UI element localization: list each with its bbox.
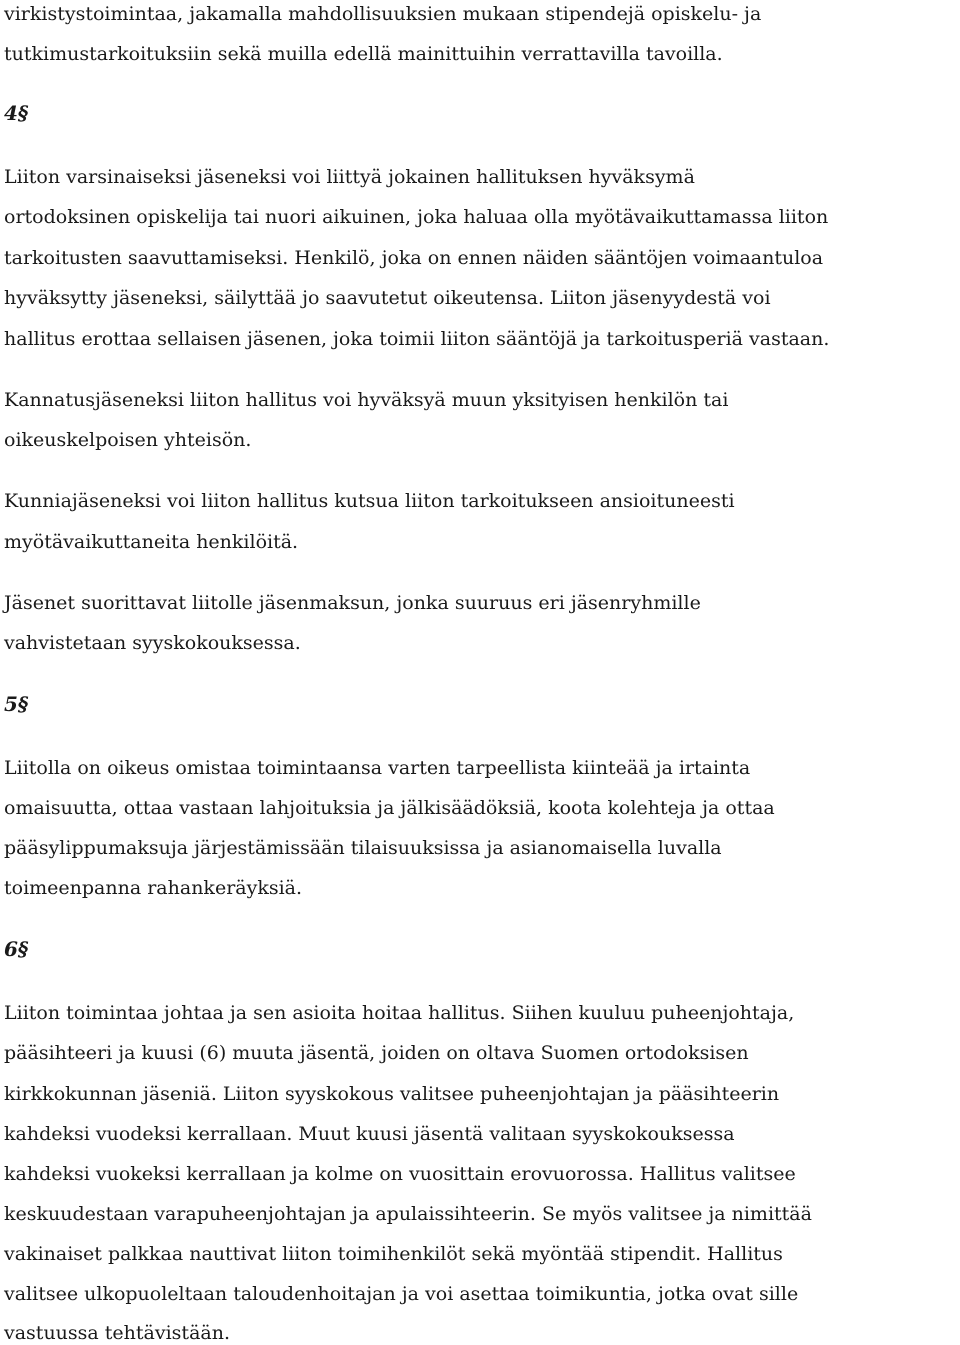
section5-paragraph-line: pääsylippumaksuja järjestämissään tilaisuuksissa ja asianomaisella luvalla [4, 837, 722, 859]
section4-paragraph1-line: tarkoitusten saavuttamiseksi. Henkilö, joka on ennen näiden sääntöjen voimaantuloa [4, 247, 824, 269]
section6-paragraph-line: vastuussa tehtävistään. [4, 1322, 230, 1344]
section6-paragraph-line: keskuudestaan varapuheenjohtajan ja apulaissihteerin. Se myös valitsee ja nimittää [4, 1203, 812, 1225]
section4-paragraph4-line: vahvistetaan syyskokouksessa. [4, 632, 301, 654]
section4-paragraph1-line: ortodoksinen opiskelija tai nuori aikuinen, joka haluaa olla myötävaikuttamassa liiton [4, 206, 829, 228]
section5-paragraph-line: toimeenpanna rahankeräyksiä. [4, 877, 303, 899]
section4-paragraph1-line: Liiton varsinaiseksi jäseneksi voi liittyä jokainen hallituksen hyväksymä [4, 166, 695, 188]
section-heading-4: 4§ [4, 101, 29, 125]
section4-paragraph2-line: Kannatusjäseneksi liiton hallitus voi hyväksyä muun yksityisen henkilön tai [4, 389, 729, 411]
section6-paragraph-line: vakinaiset palkkaa nauttivat liiton toimihenkilöt sekä myöntää stipendit. Hallitus [4, 1243, 783, 1265]
section4-paragraph1-line: hyväksytty jäseneksi, säilyttää jo saavutetut oikeutensa. Liiton jäsenyydestä voi [4, 287, 771, 309]
section5-paragraph-line: omaisuutta, ottaa vastaan lahjoituksia ja jälkisäädöksiä, koota kolehteja ja ottaa [4, 797, 775, 819]
intro-line: tutkimustarkoituksiin sekä muilla edellä mainittuihin verrattavilla tavoilla. [4, 43, 723, 65]
section6-paragraph-line: kirkkokunnan jäseniä. Liiton syyskokous valitsee puheenjohtajan ja pääsihteerin [4, 1083, 780, 1105]
section4-paragraph4-line: Jäsenet suorittavat liitolle jäsenmaksun, jonka suuruus eri jäsenryhmille [4, 592, 701, 614]
section4-paragraph3-line: Kunniajäseneksi voi liiton hallitus kutsua liiton tarkoitukseen ansioituneesti [4, 490, 735, 512]
section4-paragraph1-line: hallitus erottaa sellaisen jäsenen, joka toimii liiton sääntöjä ja tarkoitusperiä vastaan. [4, 328, 830, 350]
section6-paragraph-line: Liiton toimintaa johtaa ja sen asioita hoitaa hallitus. Siihen kuuluu puheenjohtaja, [4, 1002, 795, 1024]
section4-paragraph2-line: oikeuskelpoisen yhteisön. [4, 429, 252, 451]
section-heading-6: 6§ [4, 937, 29, 961]
section6-paragraph-line: kahdeksi vuokeksi kerrallaan ja kolme on vuosittain erovuorossa. Hallitus valitsee [4, 1163, 796, 1185]
intro-line: virkistystoimintaa, jakamalla mahdollisuuksien mukaan stipendejä opiskelu- ja [4, 3, 762, 25]
section-heading-5: 5§ [4, 692, 29, 716]
section6-paragraph-line: pääsihteeri ja kuusi (6) muuta jäsentä, joiden on oltava Suomen ortodoksisen [4, 1042, 749, 1064]
section4-paragraph3-line: myötävaikuttaneita henkilöitä. [4, 531, 299, 553]
section5-paragraph-line: Liitolla on oikeus omistaa toimintaansa varten tarpeellista kiinteää ja irtainta [4, 757, 751, 779]
section6-paragraph-line: valitsee ulkopuoleltaan taloudenhoitajan ja voi asettaa toimikuntia, jotka ovat sille [4, 1283, 799, 1305]
section6-paragraph-line: kahdeksi vuodeksi kerrallaan. Muut kuusi jäsentä valitaan syyskokouksessa [4, 1123, 735, 1145]
